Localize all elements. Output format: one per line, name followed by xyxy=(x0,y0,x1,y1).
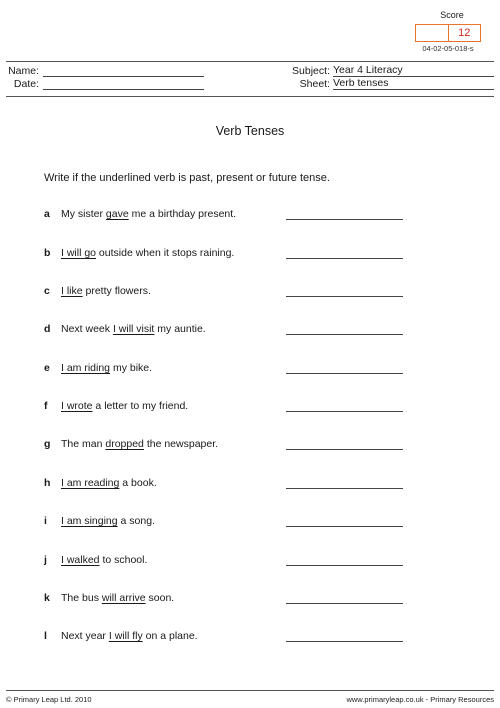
underlined-verb: I am reading xyxy=(61,477,120,489)
question-letter: f xyxy=(44,400,48,412)
score-total: 12 xyxy=(449,24,482,42)
sheet-field: Verb tenses xyxy=(333,77,494,90)
question-text: I like pretty flowers. xyxy=(61,285,151,297)
answer-line[interactable] xyxy=(286,411,403,412)
question-letter: b xyxy=(44,247,51,259)
name-label: Name: xyxy=(8,65,39,77)
subject-field: Year 4 Literacy xyxy=(333,64,494,77)
question-text: Next week I will visit my auntie. xyxy=(61,323,206,335)
footer-website-link[interactable]: www.primaryleap.co.uk - Primary Resources xyxy=(346,695,494,704)
subject-label: Subject: xyxy=(292,65,330,77)
underlined-verb: I like xyxy=(61,285,83,297)
score-input-cell[interactable] xyxy=(415,24,449,42)
question-text: I am singing a song. xyxy=(61,515,155,527)
question-letter: i xyxy=(44,515,47,527)
footer-copyright: © Primary Leap Ltd. 2010 xyxy=(6,695,92,704)
answer-line[interactable] xyxy=(286,373,403,374)
answer-line[interactable] xyxy=(286,603,403,604)
underlined-verb: I am singing xyxy=(61,515,118,527)
answer-line[interactable] xyxy=(286,219,403,220)
question-letter: h xyxy=(44,477,51,489)
sheet-code: 04-02-05-018-s xyxy=(422,44,474,53)
question-text: Next year I will fly on a plane. xyxy=(61,630,198,642)
date-label: Date: xyxy=(13,78,39,90)
worksheet-title: Verb Tenses xyxy=(215,124,285,138)
question-text: My sister gave me a birthday present. xyxy=(61,208,237,220)
question-letter: a xyxy=(44,208,50,220)
answer-line[interactable] xyxy=(286,449,403,450)
question-letter: j xyxy=(44,554,47,566)
underlined-verb: I walked xyxy=(61,554,100,566)
question-text: I walked to school. xyxy=(61,554,148,566)
question-letter: c xyxy=(44,285,50,297)
answer-line[interactable] xyxy=(286,488,403,489)
header-bottom-rule xyxy=(6,96,494,97)
answer-line[interactable] xyxy=(286,526,403,527)
question-letter: g xyxy=(44,438,51,450)
question-letter: k xyxy=(44,592,50,604)
question-letter: l xyxy=(44,630,47,642)
question-text: The man dropped the newspaper. xyxy=(61,438,219,450)
answer-line[interactable] xyxy=(286,641,403,642)
date-field[interactable] xyxy=(43,77,204,90)
question-text: I wrote a letter to my friend. xyxy=(61,400,189,412)
underlined-verb: dropped xyxy=(105,438,144,450)
score-label: Score xyxy=(440,10,464,20)
underlined-verb: I will fly xyxy=(108,630,143,642)
header-top-rule xyxy=(6,61,494,62)
footer-rule xyxy=(6,690,494,691)
instruction-text: Write if the underlined verb is past, present or future tense. xyxy=(44,172,330,184)
question-letter: d xyxy=(44,323,51,335)
question-letter: e xyxy=(44,362,50,374)
name-field[interactable] xyxy=(43,64,204,77)
answer-line[interactable] xyxy=(286,258,403,259)
answer-line[interactable] xyxy=(286,334,403,335)
sheet-label: Sheet: xyxy=(299,78,330,90)
underlined-verb: gave xyxy=(105,208,129,220)
question-text: I am riding my bike. xyxy=(61,362,153,374)
underlined-verb: will arrive xyxy=(101,592,146,604)
score-box xyxy=(415,24,481,42)
question-text: I am reading a book. xyxy=(61,477,157,489)
underlined-verb: I am riding xyxy=(61,362,111,374)
answer-line[interactable] xyxy=(286,565,403,566)
answer-line[interactable] xyxy=(286,296,403,297)
underlined-verb: I wrote xyxy=(61,400,93,412)
underlined-verb: I will go xyxy=(61,247,97,259)
underlined-verb: I will visit xyxy=(112,323,155,335)
question-text: I will go outside when it stops raining. xyxy=(61,247,235,259)
question-text: The bus will arrive soon. xyxy=(61,592,175,604)
